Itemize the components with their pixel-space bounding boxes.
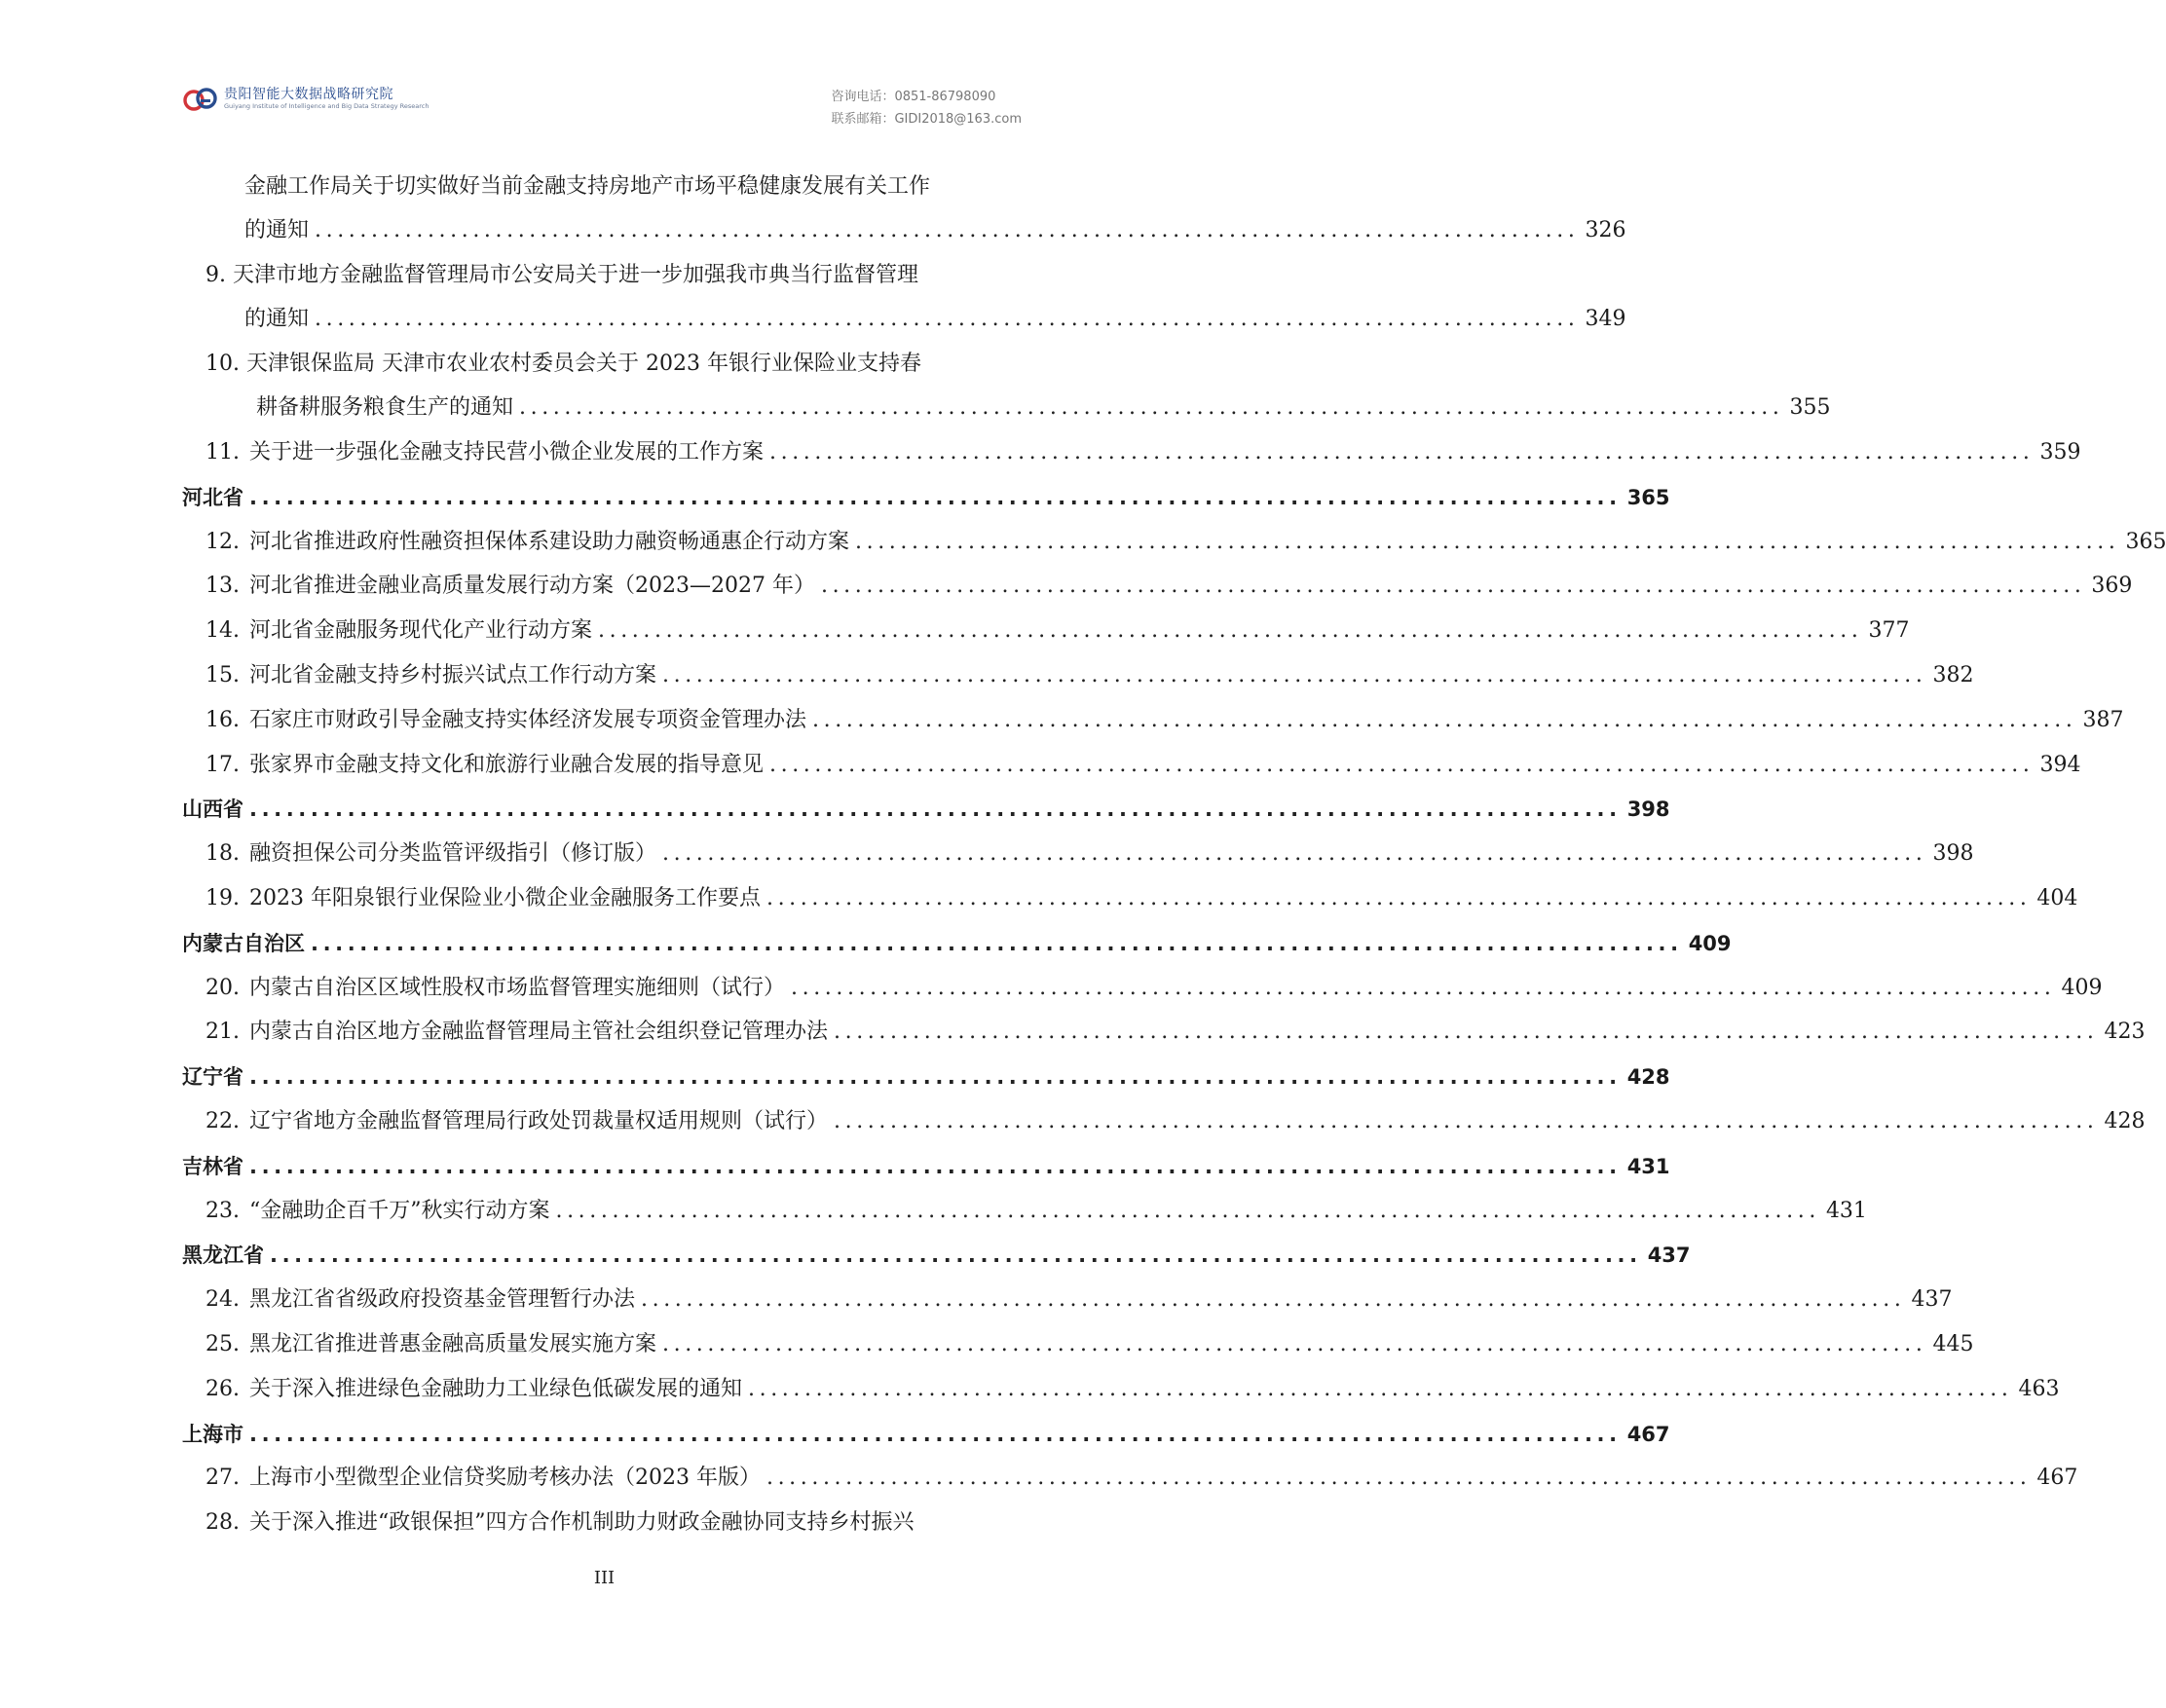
- toc-entry-title: 关于深入推进绿色金融助力工业绿色低碳发展的通知: [249, 1377, 743, 1401]
- toc-entry[interactable]: [205, 974, 2103, 1003]
- toc-section-title: 山西省: [182, 798, 243, 821]
- toc-entry-title: 黑龙江省省级政府投资基金管理暂行办法: [249, 1287, 636, 1312]
- institute-logo: [181, 84, 429, 119]
- toc-entry-page: 369: [2091, 574, 2133, 598]
- toc-entry-page: 398: [1932, 841, 1974, 866]
- toc-section[interactable]: [182, 1420, 1670, 1449]
- toc-entry-number: 14.: [205, 618, 240, 643]
- toc-entry-title: 河北省推进金融业高质量发展行动方案（2023—2027 年）: [249, 574, 815, 598]
- toc-entry-number: 15.: [205, 663, 240, 687]
- toc-entry-page: 431: [1626, 1155, 1670, 1178]
- contact-info: [831, 86, 1022, 130]
- toc-section[interactable]: [182, 1062, 1670, 1092]
- toc-entry-title: 内蒙古自治区区域性股权市场监督管理实施细则（试行）: [249, 976, 786, 1000]
- toc-entry[interactable]: [205, 1464, 2078, 1493]
- toc-entry[interactable]: [205, 751, 2081, 780]
- toc-section-title: 吉林省: [182, 1155, 243, 1178]
- toc-entry-title: 河北省推进政府性融资担保体系建设助力融资畅通惠企行动方案: [249, 530, 850, 554]
- toc-entry-number: 19.: [205, 886, 240, 910]
- toc-leader-dots: ................................................................................................................: [812, 708, 2077, 732]
- toc-entry[interactable]: [205, 1018, 2146, 1047]
- toc-entry-title: 融资担保公司分类监管评级指引（修订版）: [249, 841, 657, 866]
- page-number: III: [593, 1568, 616, 1588]
- contact-email: 联系邮箱：GIDI2018@163.com: [831, 112, 1022, 127]
- toc-leader-dots: ................................................................................................................: [249, 798, 1622, 821]
- toc-leader-dots: ................................................................................................................: [315, 307, 1580, 331]
- toc-entry[interactable]: [205, 661, 1974, 690]
- toc-entry-page: 394: [2039, 753, 2081, 777]
- toc-section-title: 黑龙江省: [182, 1244, 264, 1267]
- toc-entry[interactable]: [205, 1375, 2060, 1404]
- contact-phone: 咨询电话：0851-86798090: [831, 90, 996, 104]
- toc-section-title: 内蒙古自治区: [182, 932, 305, 955]
- toc-entry-title: 关于进一步强化金融支持民营小微企业发展的工作方案: [249, 440, 765, 464]
- toc-leader-dots: ................................................................................................................: [855, 530, 2120, 554]
- toc-leader-dots: ................................................................................................................: [311, 932, 1683, 955]
- toc-section-title: 辽宁省: [182, 1065, 243, 1089]
- toc-entry-page: 463: [2018, 1377, 2060, 1401]
- toc-entry-title: 内蒙古自治区地方金融监督管理局主管社会组织登记管理办法: [249, 1020, 829, 1044]
- toc-entry-number: 25.: [205, 1332, 240, 1356]
- toc-entry-number: 13.: [205, 574, 240, 598]
- toc-entry-number: 10.: [205, 352, 240, 376]
- toc-entry[interactable]: [205, 1197, 1867, 1226]
- toc-entry-page: 377: [1868, 618, 1910, 643]
- logo-subtitle: Guiyang Institute of Intelligence and Big Data Strategy Research: [224, 102, 429, 110]
- toc-entry-title: 张家界市金融支持文化和旅游行业融合发展的指导意见: [249, 753, 765, 777]
- toc-entry[interactable]: [244, 216, 1626, 245]
- toc-leader-dots: ................................................................................................................: [249, 486, 1622, 509]
- toc-entry-page: 398: [1626, 798, 1670, 821]
- toc-entry[interactable]: [205, 884, 2078, 913]
- logo-mark-icon: [181, 86, 220, 113]
- toc-entry-page: 409: [1688, 932, 1732, 955]
- toc-leader-dots: ................................................................................................................: [249, 1065, 1622, 1089]
- toc-line-first: [205, 261, 918, 290]
- toc-entry-page: 365: [2125, 530, 2166, 554]
- toc-line-first: [205, 350, 921, 379]
- toc-entry-page: 437: [1647, 1244, 1691, 1267]
- toc-leader-dots: ................................................................................................................: [766, 886, 2032, 910]
- toc-leader-dots: ................................................................................................................: [662, 1332, 1927, 1356]
- toc-leader-dots: ................................................................................................................: [834, 1109, 2099, 1133]
- toc-entry[interactable]: [205, 1508, 1026, 1538]
- toc-entry-page: 326: [1585, 218, 1626, 242]
- toc-entry-title: 上海市小型微型企业信贷奖励考核办法（2023 年版）: [249, 1466, 761, 1490]
- toc-entry-page: 428: [1626, 1065, 1670, 1089]
- toc-entry-page: 359: [2039, 440, 2081, 464]
- toc-entry-title-line1: 天津银保监局 天津市农业农村委员会关于 2023 年银行业保险业支持春: [246, 352, 921, 376]
- toc-entry-page: 431: [1825, 1199, 1867, 1223]
- toc-entry[interactable]: [205, 528, 2166, 557]
- toc-entry-page: 387: [2082, 708, 2124, 732]
- toc-entry-page: 445: [1932, 1332, 1974, 1356]
- toc-entry[interactable]: [205, 1285, 1953, 1315]
- toc-leader-dots: ................................................................................................................: [641, 1287, 1906, 1312]
- toc-entry-number: 28.: [205, 1510, 240, 1535]
- toc-entry-page: 467: [1626, 1423, 1670, 1446]
- toc-entry-title: 2023 年阳泉银行业保险业小微企业金融服务工作要点: [249, 886, 761, 910]
- toc-leader-dots: ................................................................................................................: [519, 395, 1784, 420]
- toc-entry-page: 467: [2036, 1466, 2078, 1490]
- toc-section-title: 上海市: [182, 1423, 243, 1446]
- toc-entry[interactable]: [244, 305, 1626, 334]
- page-header: [0, 0, 1209, 146]
- toc-entry-title: 河北省金融支持乡村振兴试点工作行动方案: [249, 663, 657, 687]
- logo-name: 贵阳智能大数据战略研究院: [224, 87, 393, 102]
- toc-entry[interactable]: [205, 1330, 1974, 1359]
- toc-entry-title: 耕备耕服务粮食生产的通知: [256, 395, 514, 420]
- toc-entry-title: 的通知: [244, 218, 310, 242]
- toc-entry-title: 河北省金融服务现代化产业行动方案: [249, 618, 593, 643]
- toc-leader-dots: ................................................................................................................: [315, 218, 1580, 242]
- toc-leader-dots: ................................................................................................................: [270, 1244, 1642, 1267]
- toc-entry-page: 349: [1585, 307, 1626, 331]
- toc-entry-number: 20.: [205, 976, 240, 1000]
- toc-entry-page: 365: [1626, 486, 1670, 509]
- toc-leader-dots: ................................................................................................................: [662, 663, 1927, 687]
- toc-entry-title: 的通知: [244, 307, 310, 331]
- toc-entry[interactable]: [205, 572, 2133, 601]
- toc-entry-title-line1: 天津市地方金融监督管理局市公安局关于进一步加强我市典当行监督管理: [233, 263, 919, 287]
- toc-entry-number: 16.: [205, 708, 240, 732]
- toc-leader-dots: ................................................................................................................: [598, 618, 1863, 643]
- toc-leader-dots: ................................................................................................................: [766, 1466, 2032, 1490]
- toc-entry-number: 12.: [205, 530, 240, 554]
- toc-leader-dots: ................................................................................................................: [662, 841, 1927, 866]
- toc-entry[interactable]: [205, 1107, 2146, 1136]
- toc-entry-title: 石家庄市财政引导金融支持实体经济发展专项资金管理办法: [249, 708, 807, 732]
- toc-line-continued: 金融工作局关于切实做好当前金融支持房地产市场平稳健康发展有关工作: [244, 174, 931, 199]
- toc-entry-title: “金融助企百千万”秋实行动方案: [249, 1199, 550, 1223]
- toc-section[interactable]: [182, 483, 1670, 512]
- toc-entry-page: 382: [1932, 663, 1974, 687]
- toc-entry-number: 22.: [205, 1109, 240, 1133]
- toc-leader-dots: ................................................................................................................: [834, 1020, 2099, 1044]
- toc-leader-dots: ................................................................................................................: [748, 1377, 2013, 1401]
- toc-section[interactable]: [182, 795, 1670, 824]
- toc-entry-title: 关于深入推进“政银保担”四方合作机制助力财政金融协同支持乡村振兴: [249, 1510, 915, 1535]
- toc-entry-number: 11.: [205, 440, 240, 464]
- toc-section[interactable]: [182, 1241, 1691, 1270]
- toc-entry-page: 409: [2061, 976, 2103, 1000]
- toc-entry-number: 26.: [205, 1377, 240, 1401]
- toc-leader-dots: ................................................................................................................: [249, 1155, 1622, 1178]
- toc-entry[interactable]: [205, 438, 2081, 467]
- toc-section[interactable]: [182, 1152, 1670, 1181]
- toc-leader-dots: ................................................................................................................: [820, 574, 2086, 598]
- toc-entry-number: 9.: [205, 263, 226, 287]
- toc-entry[interactable]: [205, 616, 1910, 646]
- toc-leader-dots: ................................................................................................................: [769, 753, 2035, 777]
- toc-entry-number: 24.: [205, 1287, 240, 1312]
- toc-leader-dots: ................................................................................................................: [791, 976, 2056, 1000]
- toc-entry-number: 21.: [205, 1020, 240, 1044]
- toc-entry-title: 黑龙江省推进普惠金融高质量发展实施方案: [249, 1332, 657, 1356]
- toc-entry-title: 辽宁省地方金融监督管理局行政处罚裁量权适用规则（试行）: [249, 1109, 829, 1133]
- toc-section[interactable]: [182, 929, 1732, 958]
- toc-entry-number: 17.: [205, 753, 240, 777]
- toc-entry-number: 18.: [205, 841, 240, 866]
- toc-entry-page: 404: [2036, 886, 2078, 910]
- toc-entry-page: 355: [1789, 395, 1831, 420]
- toc-entry-number: 23.: [205, 1199, 240, 1223]
- toc-leader-dots: ................................................................................................................: [769, 440, 2035, 464]
- toc-leader-dots: ................................................................................................................: [249, 1423, 1622, 1446]
- toc-entry[interactable]: [205, 706, 2124, 735]
- toc-section-title: 河北省: [182, 486, 243, 509]
- toc-entry-page: 437: [1911, 1287, 1953, 1312]
- toc-entry[interactable]: [205, 839, 1974, 869]
- toc-entry-page: 423: [2104, 1020, 2146, 1044]
- toc-entry-number: 27.: [205, 1466, 240, 1490]
- toc-entry[interactable]: [256, 393, 1831, 423]
- toc-entry-page: 428: [2104, 1109, 2146, 1133]
- toc-leader-dots: ................................................................................................................: [555, 1199, 1820, 1223]
